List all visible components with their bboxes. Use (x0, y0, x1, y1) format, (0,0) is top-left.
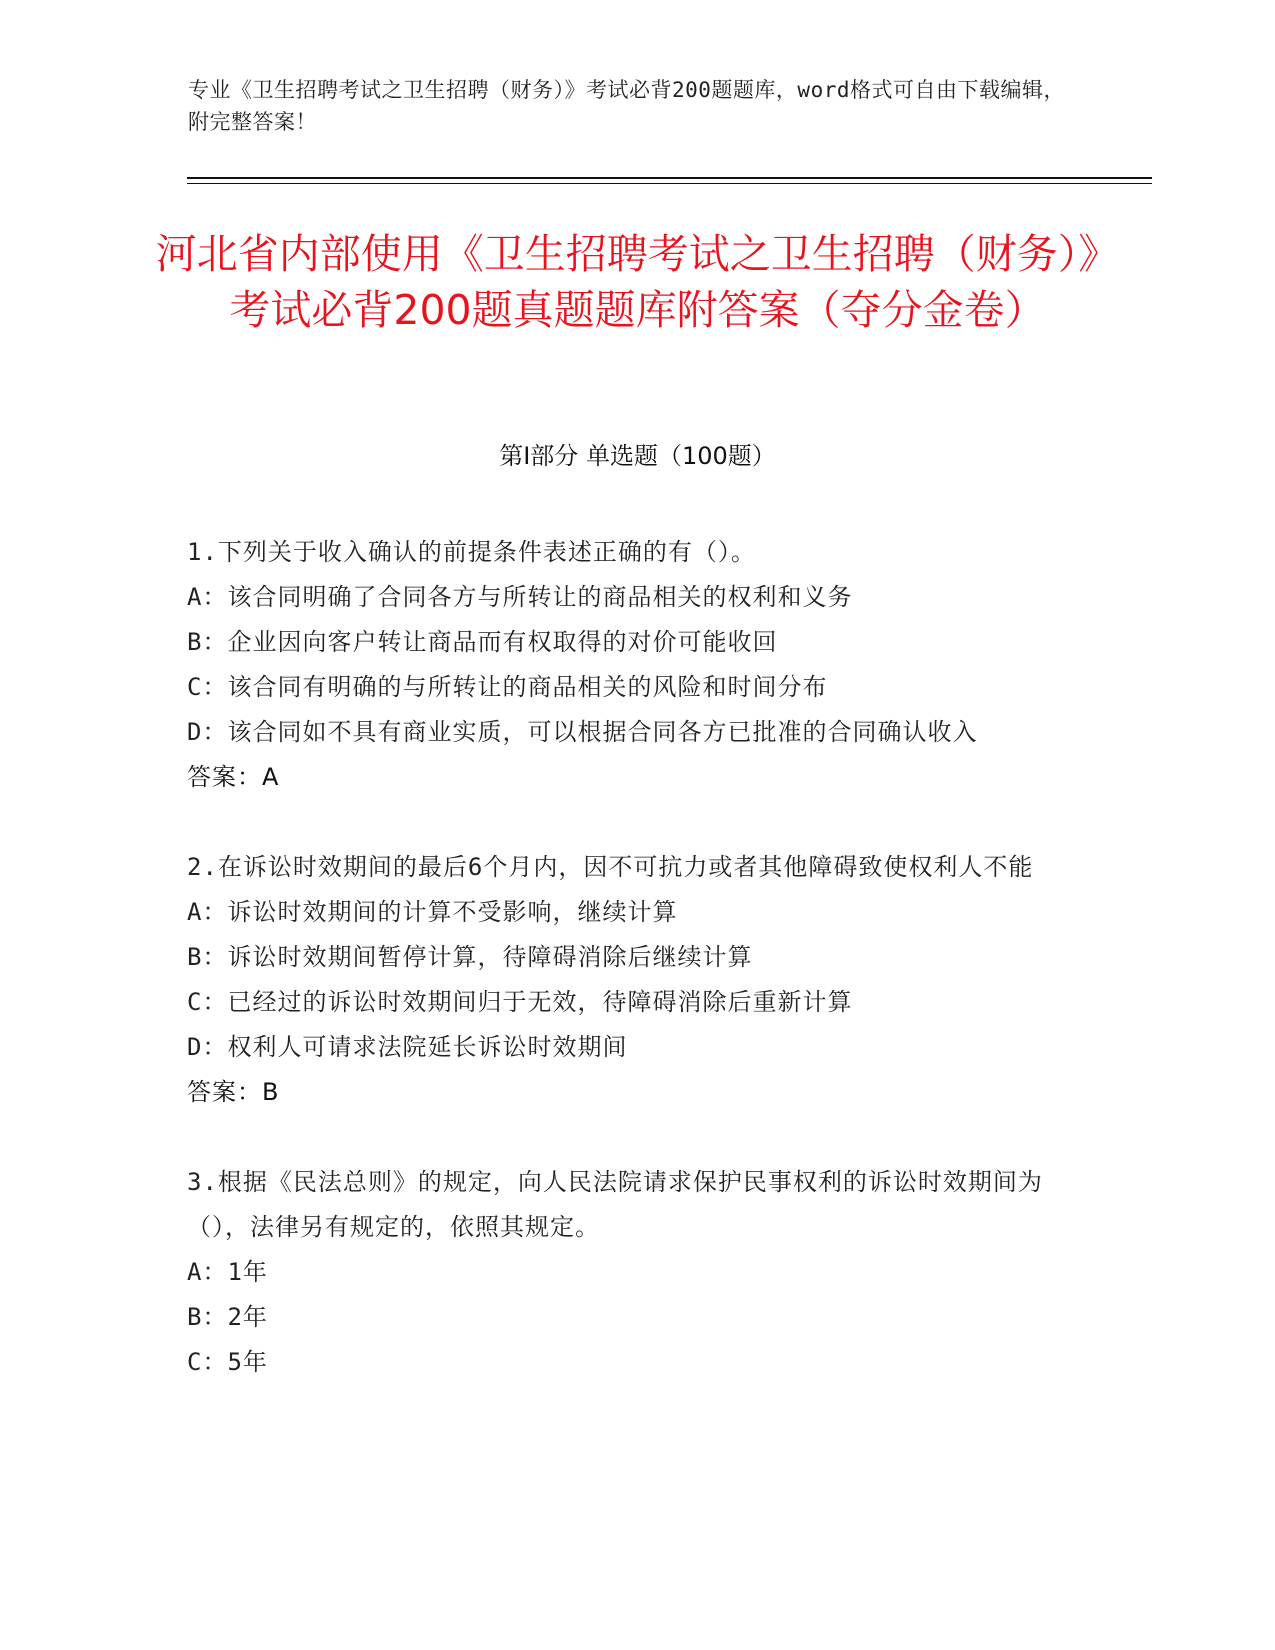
answer-label: 答案：B (187, 1078, 280, 1106)
question-stem: 1.下列关于收入确认的前提条件表述正确的有（）。 (187, 538, 756, 566)
option-d: D：该合同如不具有商业实质，可以根据合同各方已批准的合同确认收入 (187, 718, 978, 746)
option-b: B：企业因向客户转让商品而有权取得的对价可能收回 (187, 628, 778, 656)
header-divider-thick (187, 177, 1152, 179)
option-d: D：权利人可请求法院延长诉讼时效期间 (187, 1033, 628, 1061)
header-divider-thin (187, 183, 1152, 184)
question-list (187, 530, 1067, 1430)
option-a: A：1年 (187, 1258, 268, 1286)
header-note: 专业《卫生招聘考试之卫生招聘（财务）》考试必背200题题库，word格式可自由下载编辑，附完整答案！ (188, 78, 1065, 134)
question-stem: 2.在诉讼时效期间的最后6个月内，因不可抗力或者其他障碍致使权利人不能 (187, 853, 1034, 881)
question-item (187, 845, 1067, 1115)
answer-label: 答案：A (187, 763, 280, 791)
option-c: C：该合同有明确的与所转让的商品相关的风险和时间分布 (187, 673, 828, 701)
option-c: C：已经过的诉讼时效期间归于无效，待障碍消除后重新计算 (187, 988, 853, 1016)
section-title: 第I部分 单选题（100题） (499, 442, 776, 470)
option-a: A：该合同明确了合同各方与所转让的商品相关的权利和义务 (187, 583, 853, 611)
option-c: C：5年 (187, 1348, 268, 1376)
option-b: B：诉讼时效期间暂停计算，待障碍消除后继续计算 (187, 943, 753, 971)
option-b: B：2年 (187, 1303, 268, 1331)
question-stem: 3.根据《民法总则》的规定，向人民法院请求保护民事权利的诉讼时效期间为（），法律另有规定的，依照其规定。 (187, 1168, 1043, 1241)
option-a: A：诉讼时效期间的计算不受影响，继续计算 (187, 898, 678, 926)
question-item (187, 1160, 1067, 1385)
document-title: 河北省内部使用《卫生招聘考试之卫生招聘（财务）》考试必背200题真题题库附答案（夺分金卷） (155, 230, 1120, 334)
question-item (187, 530, 1067, 800)
